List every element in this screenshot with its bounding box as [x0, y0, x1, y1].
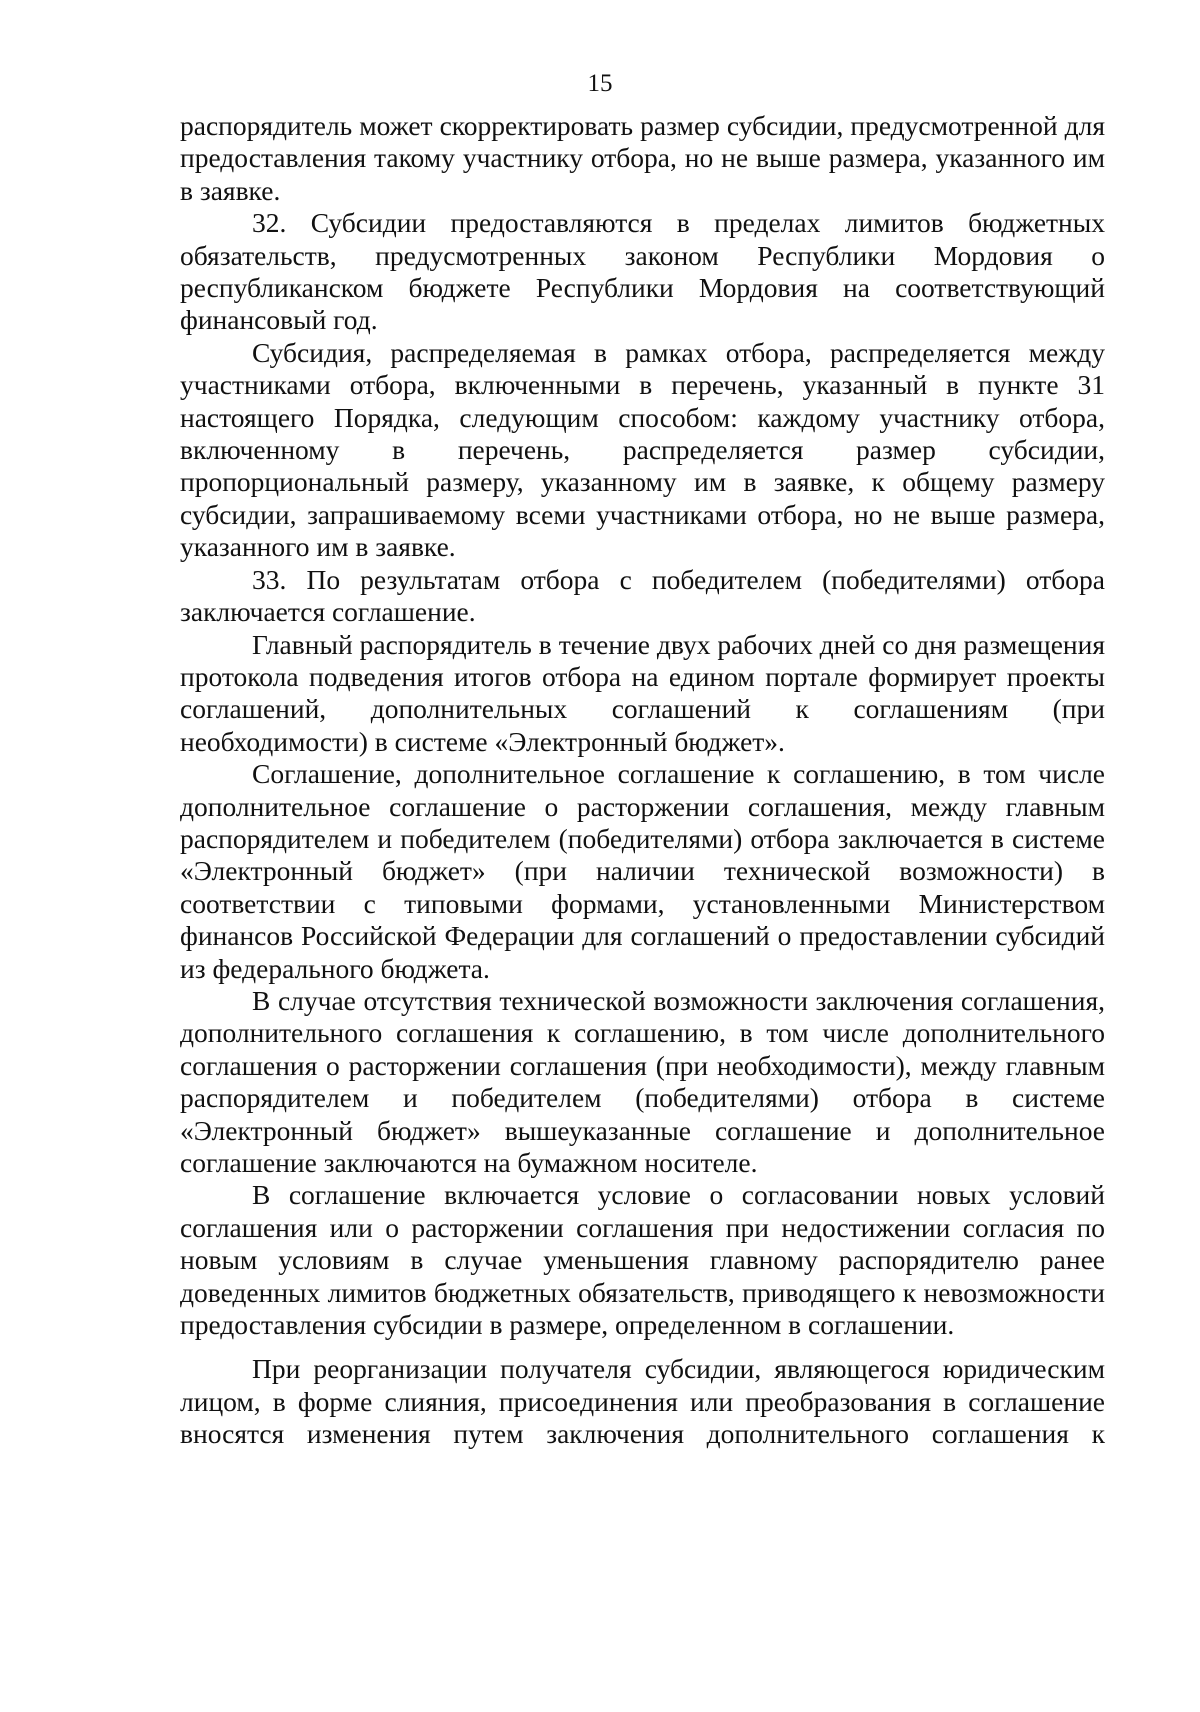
paragraph-new-conditions: В соглашение включается условие о согласовании новых условий соглашения или о расторжении соглашения при недостижении согласия по новым условиям в случае уменьшения главному распорядителю ранее доведенных лимитов бюджетных обязательств, приводящего к невозможности предоставления субсидии в размере, определенном в соглашении.: [180, 1179, 1105, 1341]
paragraph-clause-32: 32. Субсидии предоставляются в пределах лимитов бюджетных обязательств, предусмотренных законом Республики Мордовия о республиканском бюджете Республики Мордовия на соответствующий финансовый год.: [180, 207, 1105, 336]
paragraph-paper-agreement: В случае отсутствия технической возможности заключения соглашения, дополнительного соглашения к соглашению, в том числе дополнительного соглашения о расторжении соглашения (при необходимости), между главным распорядителем и победителем (победителями) отбора в системе «Электронный бюджет» вышеуказанные соглашение и дополнительное соглашение заключаются на бумажном носителе.: [180, 984, 1105, 1178]
body-text: [180, 110, 1105, 1451]
paragraph-main-manager: Главный распорядитель в течение двух рабочих дней со дня размещения протокола подведения итогов отбора на едином портале формирует проекты соглашений, дополнительных соглашений к соглашениям (при необходимости) в системе «Электронный бюджет».: [180, 628, 1105, 757]
paragraph-continuation: распорядитель может скорректировать размер субсидии, предусмотренной для предоставления такому участнику отбора, но не выше размера, указанного им в заявке.: [180, 110, 1105, 206]
paragraph-subsidy-distribution: Субсидия, распределяемая в рамках отбора, распределяется между участниками отбора, включенными в перечень, указанный в пункте 31 настоящего Порядка, следующим способом: каждому участнику отбора, включенному в перечень, распределяется размер субсидии, пропорциональный размеру, указанному им в заявке, к общему размеру субсидии, запрашиваемому всеми участниками отбора, но не выше размера, указанного им в заявке.: [180, 336, 1105, 563]
page-number: 15: [587, 70, 613, 97]
paragraph-clause-33: 33. По результатам отбора с победителем (победителями) отбора заключается соглашение.: [180, 563, 1105, 628]
paragraph-agreement-system: Соглашение, дополнительное соглашение к соглашению, в том числе дополнительное соглашение о расторжении соглашения, между главным распорядителем и победителем (победителями) отбора заключается в системе «Электронный бюджет» (при наличии технической возможности) в соответствии с типовыми формами, установленными Министерством финансов Российской Федерации для соглашений о предоставлении субсидий из федерального бюджета.: [180, 758, 1105, 984]
paragraph-reorganization: При реорганизации получателя субсидии, являющегося юридическим лицом, в форме слияния, присоединения или преобразования в соглашение вносятся изменения путем заключения дополнительного соглашения к: [180, 1353, 1105, 1450]
